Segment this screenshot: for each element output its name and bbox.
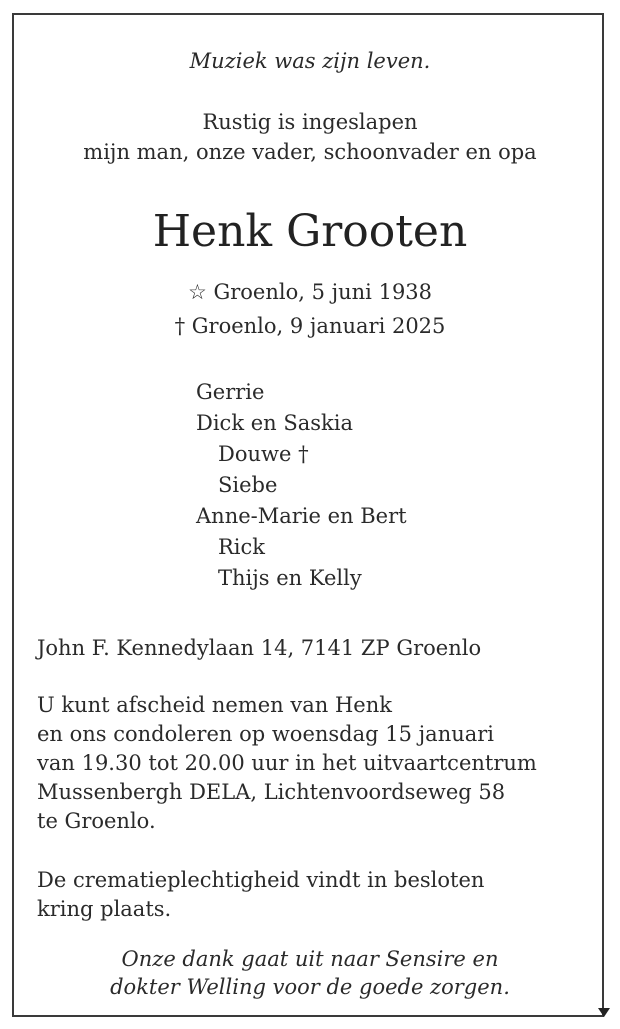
family-member: Thijs en Kelly <box>218 566 362 590</box>
motto: Muziek was zijn leven. <box>189 49 431 73</box>
family-member: Dick en Saskia <box>196 411 353 435</box>
viewing-line: van 19.30 tot 20.00 uur in het uitvaartcentrum <box>37 751 537 775</box>
thanks-line: dokter Welling voor de goede zorgen. <box>110 975 510 999</box>
birth-date: ☆ Groenlo, 5 juni 1938 <box>187 280 433 304</box>
family-member: Rick <box>218 535 266 559</box>
viewing-line: U kunt afscheid nemen van Henk <box>37 693 392 717</box>
life-dates <box>0 275 620 343</box>
correspondence-address: John F. Kennedylaan 14, 7141 ZP Groenlo <box>37 636 482 660</box>
viewing-line: Mussenbergh DELA, Lichtenvoordseweg 58 <box>37 780 506 804</box>
deceased-name: Henk Grooten <box>152 206 468 257</box>
ceremony-info <box>37 866 484 924</box>
thanks-note <box>0 945 620 1001</box>
scroll-down-arrow-icon[interactable] <box>598 1008 610 1017</box>
family-member: Douwe † <box>218 442 309 466</box>
intro-line: mijn man, onze vader, schoonvader en opa <box>83 140 537 164</box>
ceremony-line: De crematieplechtigheid vindt in besloten <box>37 868 485 892</box>
death-date: † Groenlo, 9 januari 2025 <box>174 314 446 338</box>
thanks-line: Onze dank gaat uit naar Sensire en <box>121 947 499 971</box>
viewing-info <box>37 691 537 836</box>
intro-text <box>0 107 620 167</box>
viewing-line: en ons condoleren op woensdag 15 januari <box>37 722 495 746</box>
family-member: Anne-Marie en Bert <box>196 504 407 528</box>
family-member: Gerrie <box>196 380 265 404</box>
family-list <box>196 377 407 594</box>
intro-line: Rustig is ingeslapen <box>202 110 418 134</box>
viewing-line: te Groenlo. <box>37 809 156 833</box>
family-member: Siebe <box>218 473 278 497</box>
ceremony-line: kring plaats. <box>37 897 172 921</box>
